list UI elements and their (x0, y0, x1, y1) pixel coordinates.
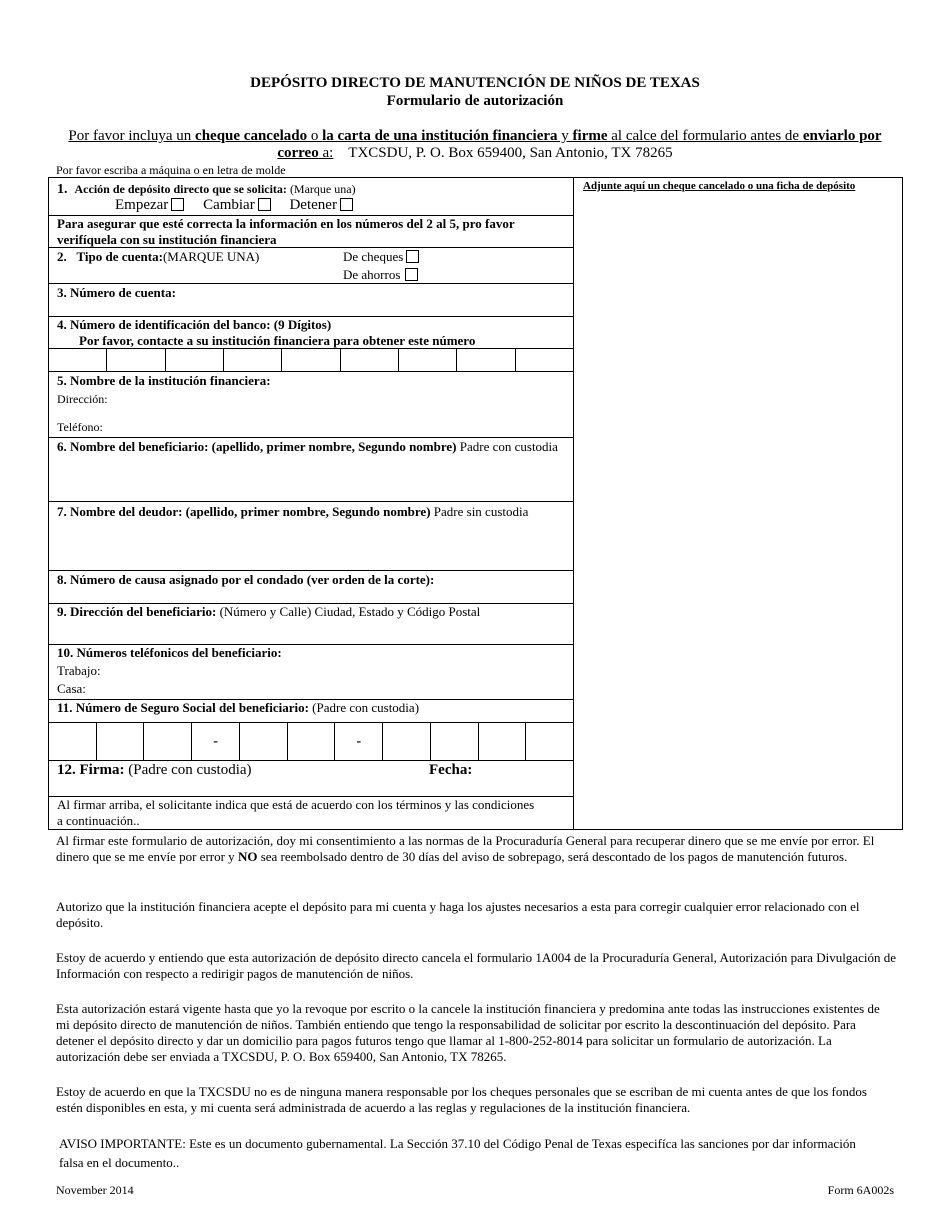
routing-number-boxes (49, 349, 573, 372)
routing-digit-box[interactable] (457, 349, 515, 371)
option-checking[interactable]: De cheques (343, 249, 419, 265)
ssn-digit-box[interactable] (526, 723, 573, 760)
checkbox-detener[interactable] (340, 198, 353, 211)
checkbox-savings[interactable] (405, 268, 418, 281)
routing-digit-box[interactable] (49, 349, 107, 371)
home-phone-label: Casa: (57, 681, 86, 696)
footer-form-id: Form 6A002s (827, 1183, 894, 1197)
field-beneficiary-name[interactable]: 6. Nombre del beneficiario: (apellido, primer nombre, Segundo nombre) Padre con custodia (49, 438, 573, 502)
ssn-boxes (49, 723, 573, 761)
field-routing-label: 4. Número de identificación del banco: (9 Dígitos) Por favor, contacte a su institución financiera para obtener este número (49, 317, 573, 349)
ssn-separator: - (192, 723, 240, 760)
option-empezar[interactable]: Empezar (115, 197, 184, 213)
authorization-form (48, 177, 903, 830)
ssn-digit-box[interactable] (288, 723, 336, 760)
checkbox-checking[interactable] (406, 250, 419, 263)
page-title: DEPÓSITO DIRECTO DE MANUTENCIÓN DE NIÑOS DE TEXAS (250, 75, 700, 91)
institution-address-label: Dirección: (57, 392, 108, 406)
field-ssn-label: 11. Número de Seguro Social del beneficiario: (Padre con custodia) (49, 700, 573, 723)
field-cause-number[interactable]: 8. Número de causa asignado por el condado (ver orden de la corte): (49, 571, 573, 604)
verify-note: Para asegurar que esté correcta la información en los números del 2 al 5, pro favor verifíquela con su institución financiera (57, 216, 515, 247)
account-number-label: 3. Número de cuenta: (57, 285, 176, 300)
terms-paragraph-4: Esta autorización estará vigente hasta que yo la revoque por escrito o la cancele la institución financiera y predomina ante todas las instrucciones existentes de mi depósito directo de manutención de niños. También entiendo que tengo la responsabilidad de solicitar por escrito la descontinuación del depósito. Para detener el depósito directo y dar un domicilio para pagos futuros tengo que llamar al 1-800-252-8014 para solicitar un formulario de autorización. La autorización debe ser enviada a TXCSDU, P. O. Box 659400, San Antonio, TX 78265. (56, 1001, 880, 1064)
option-detener[interactable]: Detener (289, 197, 352, 213)
ssn-digit-box[interactable] (49, 723, 97, 760)
ssn-digit-box[interactable] (240, 723, 288, 760)
ssn-digit-box[interactable] (431, 723, 479, 760)
field-signature[interactable]: 12. Firma: (Padre con custodia) Fecha: (49, 761, 573, 797)
field-account-number[interactable] (49, 284, 573, 317)
field-obligor-name[interactable]: 7. Nombre del deudor: (apellido, primer nombre, Segundo nombre) Padre sin custodia (49, 502, 573, 571)
page-subtitle: Formulario de autorización (386, 93, 564, 109)
institution-phone-label: Teléfono: (57, 420, 103, 434)
legal-notice: AVISO IMPORTANTE: Este es un documento gubernamental. La Sección 37.10 del Código Penal de Texas especifíca las sanciones por dar información falsa en el documento.. (59, 1136, 856, 1170)
ssn-digit-box[interactable] (383, 723, 431, 760)
terms-paragraph-2: Autorizo que la institución financiera acepte el depósito para mi cuenta y haga los ajustes necesarios a esta para corregir cualquier error relacionado con el depósito. (56, 899, 860, 930)
field-beneficiary-phones[interactable]: 10. Números teléfonicos del beneficiario: Trabajo: Casa: (49, 645, 573, 700)
routing-digit-box[interactable] (341, 349, 399, 371)
checkbox-empezar[interactable] (171, 198, 184, 211)
form-title-block (0, 74, 950, 110)
footer-date: November 2014 (56, 1183, 134, 1197)
routing-digit-box[interactable] (282, 349, 340, 371)
field-account-type: 2. Tipo de cuenta:(MARQUE UNA) De cheques De ahorros (49, 248, 573, 284)
form-fields-column (49, 178, 574, 829)
terms-paragraph-1: Al firmar este formulario de autorización, doy mi consentimiento a las normas de la Procuraduría General para recuperar dinero que se me envíe por error. El dinero que se me envíe por error y NO sea reembolsado dentro de 30 días del aviso de sobrepago, será descontado de los pagos de manutención futuros. (56, 833, 875, 864)
routing-digit-box[interactable] (224, 349, 282, 371)
ssn-digit-box[interactable] (479, 723, 527, 760)
terms-paragraph-5: Estoy de acuerdo en que la TXCSDU no es de ninguna manera responsable por los cheques personales que se escriban de mi cuenta antes de que los fondos estén disponibles en esta, y mi cuenta será administrada de acuerdo a las reglas y regulaciones de la institución financiera. (56, 1084, 867, 1115)
intro-instructions (60, 128, 890, 162)
routing-digit-box[interactable] (516, 349, 573, 371)
field-institution[interactable]: 5. Nombre de la institución financiera: Dirección: Teléfono: (49, 372, 573, 438)
work-phone-label: Trabajo: (57, 663, 101, 678)
ssn-separator: - (335, 723, 383, 760)
date-label: Fecha: (429, 762, 473, 778)
checkbox-cambiar[interactable] (258, 198, 271, 211)
signature-note: Al firmar arriba, el solicitante indica que está de acuerdo con los términos y las condiciones a continuación.. (57, 797, 535, 828)
type-note: Por favor escriba a máquina o en letra de molde (56, 163, 286, 177)
ssn-digit-box[interactable] (97, 723, 145, 760)
option-cambiar[interactable]: Cambiar (203, 197, 271, 213)
field-deposit-action: 1. Acción de depósito directo que se solicita: (Marque una) Empezar Cambiar Detener (49, 178, 573, 216)
intro-text: Por favor incluya un cheque cancelado o la carta de una institución financiera y firme al calce del formulario antes de enviarlo por correo a: (68, 128, 882, 161)
routing-digit-box[interactable] (107, 349, 165, 371)
ssn-digit-box[interactable] (144, 723, 192, 760)
routing-digit-box[interactable] (166, 349, 224, 371)
option-savings[interactable]: De ahorros (343, 267, 418, 283)
routing-digit-box[interactable] (399, 349, 457, 371)
signature-note-row (49, 797, 573, 831)
attach-check-note: Adjunte aquí un cheque cancelado o una ficha de depósito (583, 180, 856, 192)
terms-paragraph-3: Estoy de acuerdo y entiendo que esta autorización de depósito directo cancela el formulario 1A004 de la Procuraduría General, Autorización para Divulgación de Información con respecto a redirigir pagos de manutención de niños. (56, 950, 896, 981)
mailing-address: TXCSDU, P. O. Box 659400, San Antonio, TX 78265 (348, 145, 673, 161)
field-beneficiary-address[interactable]: 9. Dirección del beneficiario: (Número y Calle) Ciudad, Estado y Código Postal (49, 604, 573, 645)
verify-note-row (49, 216, 573, 248)
